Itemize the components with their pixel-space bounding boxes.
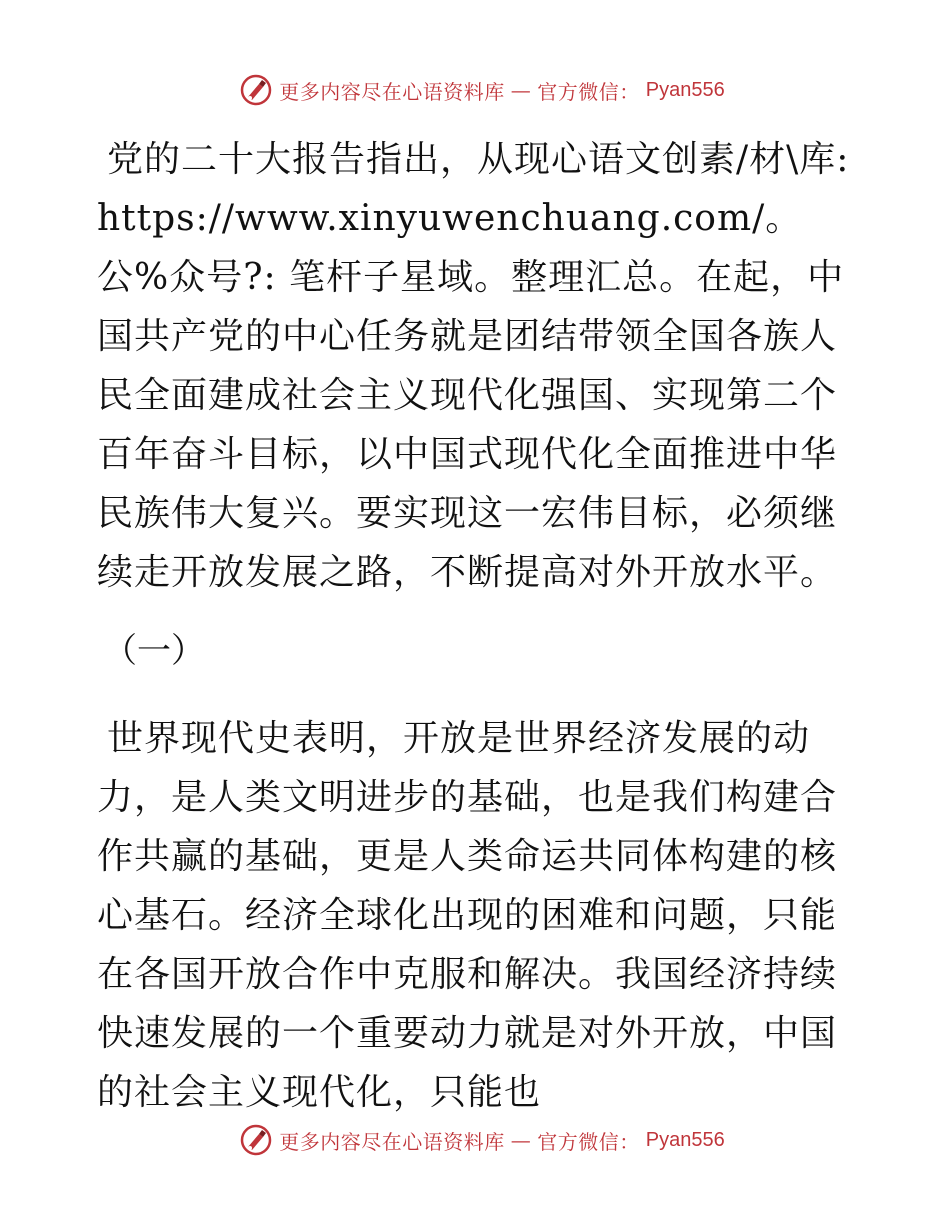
banner-label: 官方微信： [537, 79, 640, 104]
banner-label: 官方微信： [537, 1129, 640, 1154]
banner-text: 更多内容尽在心语资料库 [279, 79, 505, 104]
header-banner [0, 70, 950, 110]
banner-text: 更多内容尽在心语资料库 [279, 1129, 505, 1154]
paragraph-intro: 党的二十大报告指出，从现心语文创素/材\库: https://www.xinyuwenchuang.com/。公%众号?: 笔杆子星域。整理汇总。在起，中国共产党的中心任务就是团结带领全国各族人民全面建成社会主义现代化强国、实现第二个百年奋斗目标，以中国式现代化全面推进中华民族伟大复兴。要实现这一宏伟目标，必须继续走开放发展之路，不断提高对外开放水平。 [97, 139, 850, 593]
pen-logo-icon [239, 1123, 273, 1157]
banner-dash: — [510, 78, 532, 102]
pen-logo-icon [239, 73, 273, 107]
footer-banner [0, 1120, 950, 1160]
paragraph-main: 世界现代史表明，开放是世界经济发展的动力，是人类文明进步的基础，也是我们构建合作共赢的基础，更是人类命运共同体构建的核心基石。经济全球化出现的困难和问题，只能在各国开放合作中克服和解决。我国经济持续快速发展的一个重要动力就是对外开放，中国的社会主义现代化，只能也 [97, 718, 838, 1113]
banner-wechat-id: Pyan556 [645, 78, 725, 101]
banner-wechat-id: Pyan556 [645, 1128, 725, 1151]
section-heading: （一） [103, 631, 205, 671]
banner-dash: — [510, 1128, 532, 1152]
document-body [97, 130, 857, 1122]
